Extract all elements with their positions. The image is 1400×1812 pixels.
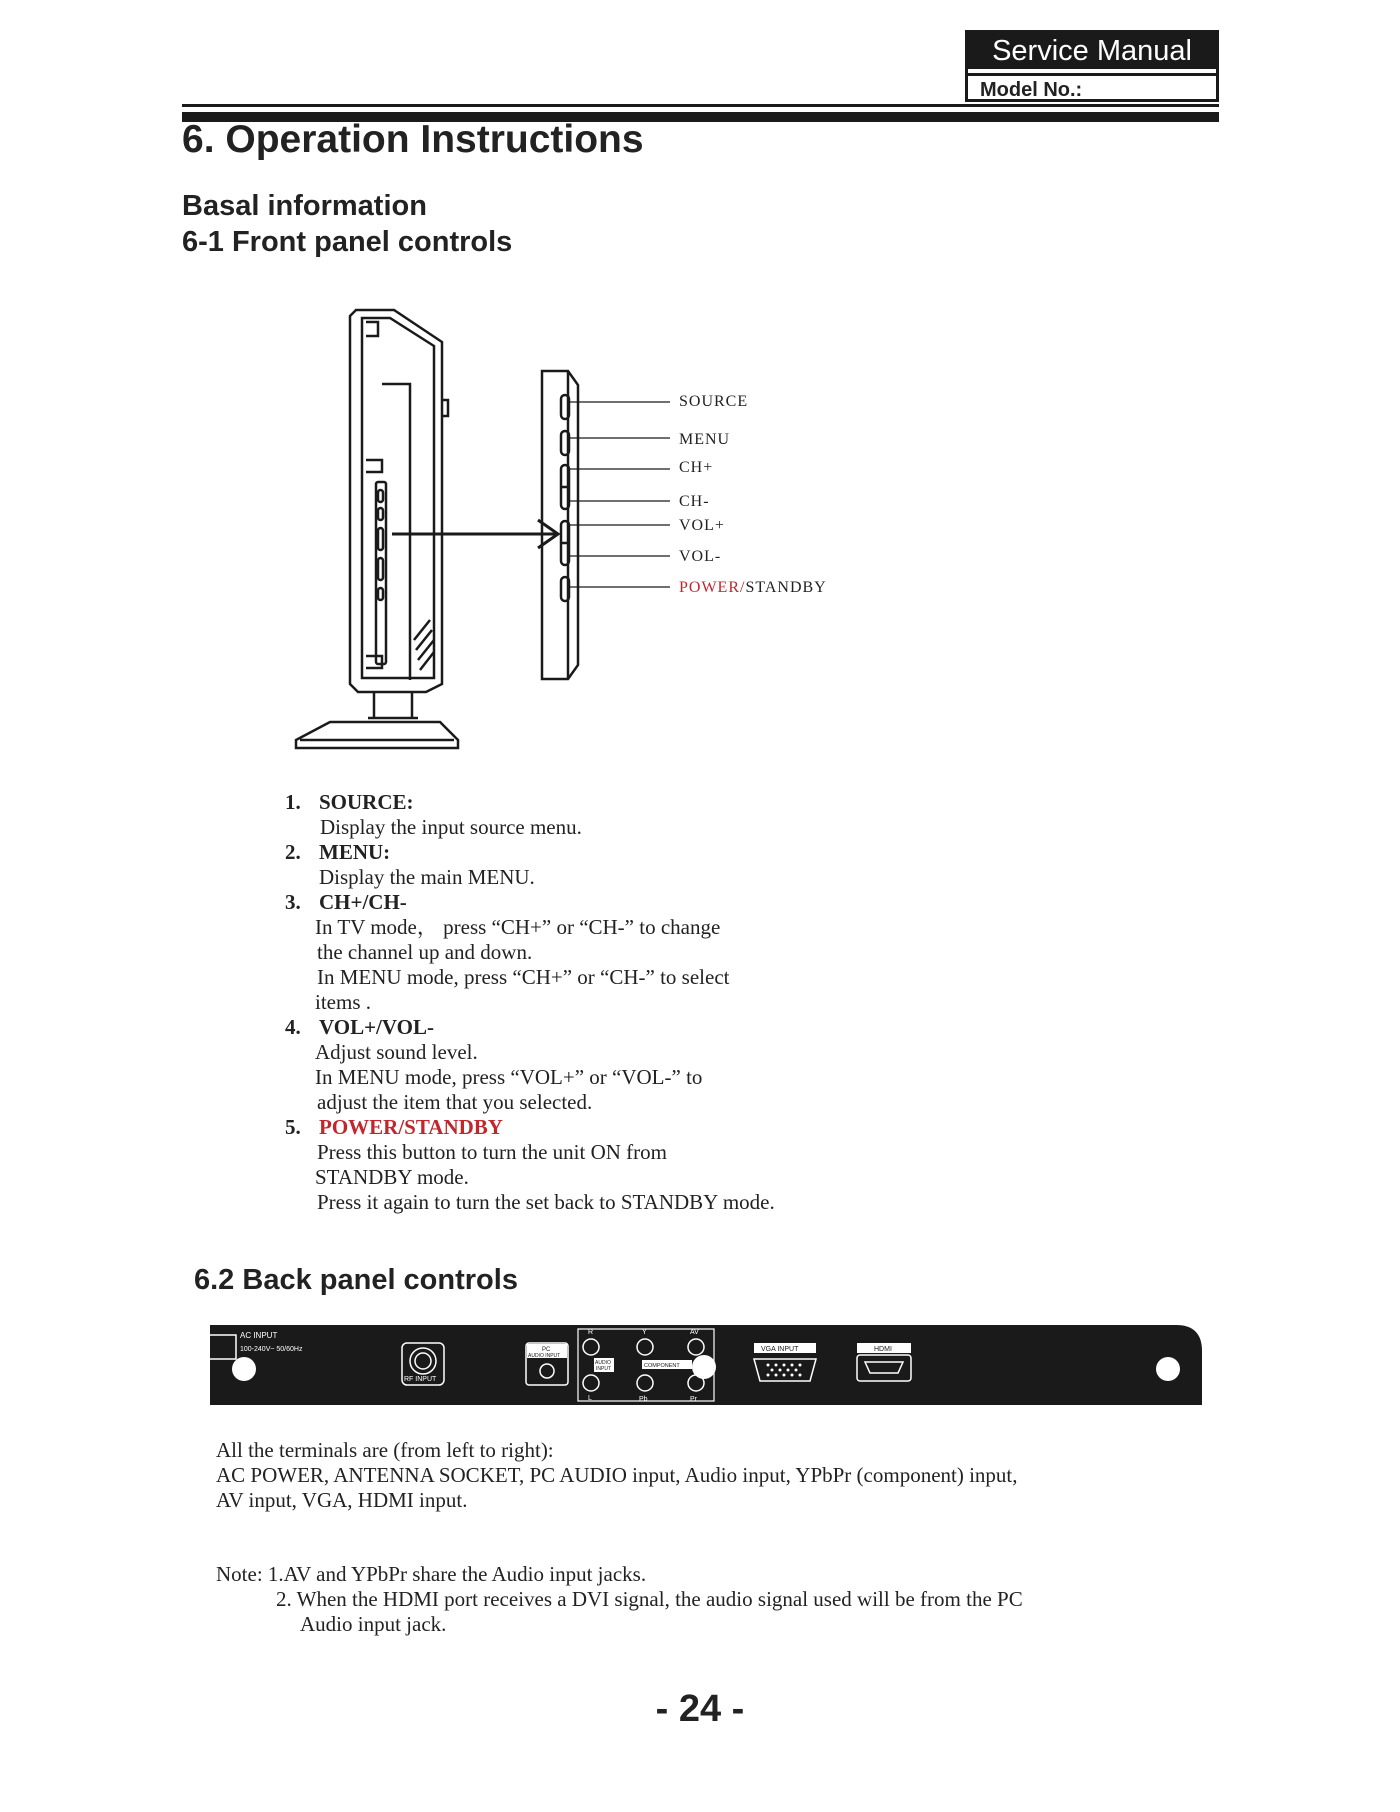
controls-list (285, 790, 985, 1215)
front-label-power: POWER/ (679, 579, 746, 596)
button-strip-illustration (530, 365, 680, 685)
av-label: AV (690, 1329, 699, 1336)
header-rule-thin (182, 104, 1219, 107)
ac-input-label: AC INPUT (240, 1331, 278, 1340)
audio-input-label: INPUT (596, 1366, 611, 1372)
note-line: Audio input jack. (300, 1612, 447, 1636)
control-item-vol (285, 1015, 985, 1040)
control-title: VOL+/VOL- (319, 1015, 434, 1039)
ac-power-socket (232, 1357, 256, 1381)
terminals-description (216, 1438, 1216, 1513)
control-item-menu (285, 840, 985, 865)
component-pr-label: Pr (690, 1396, 697, 1403)
control-desc: items . (315, 990, 371, 1014)
note-line: Note: 1.AV and YPbPr share the Audio input jacks. (216, 1562, 647, 1586)
header-title: Service Manual (968, 33, 1216, 69)
back-panel-illustration (210, 1325, 1202, 1405)
control-desc: Press this button to turn the unit ON from (317, 1140, 667, 1164)
section-back-title: 6.2 Back panel controls (194, 1264, 518, 1296)
control-desc: In TV mode， press “CH+” or “CH-” to change (315, 915, 721, 939)
section-front-title: 6-1 Front panel controls (182, 226, 513, 258)
front-label-ch-plus: CH+ (679, 459, 714, 476)
control-item-ch (285, 890, 985, 915)
front-label-menu: MENU (679, 431, 731, 448)
component-pb-label: Pb (639, 1396, 648, 1403)
control-title: MENU: (319, 840, 391, 864)
page-number: - 24 - (655, 1688, 745, 1730)
audio-label: AUDIO (595, 1360, 611, 1366)
front-label-source: SOURCE (679, 393, 749, 410)
rf-input-label: RF INPUT (404, 1376, 437, 1383)
control-desc: Press it again to turn the set back to STANDBY mode. (317, 1190, 775, 1214)
voltage-label: 100-240V~ 50/60Hz (240, 1346, 303, 1353)
page-title: 6. Operation Instructions (182, 118, 644, 161)
screw-hole (1156, 1357, 1180, 1381)
audio-l-label: L (588, 1395, 592, 1402)
control-desc: STANDBY mode. (315, 1165, 469, 1189)
control-number: 1. (285, 790, 301, 814)
control-title: SOURCE: (319, 790, 414, 814)
control-desc: adjust the item that you selected. (317, 1090, 593, 1114)
vga-label: VGA INPUT (761, 1346, 799, 1353)
terminals-line: AV input, VGA, HDMI input. (216, 1488, 468, 1512)
control-title: POWER/STANDBY (319, 1115, 503, 1139)
control-item-source (285, 790, 985, 815)
control-title: CH+/CH- (319, 890, 407, 914)
front-label-vol-plus: VOL+ (679, 517, 725, 534)
control-desc: Adjust sound level. (315, 1040, 478, 1064)
control-desc: Display the main MENU. (319, 865, 535, 889)
component-label: COMPONENT (644, 1363, 680, 1369)
component-y-label: Y (642, 1329, 647, 1336)
subheading: Basal information (182, 190, 427, 222)
service-manual-header (965, 30, 1219, 102)
control-desc: Display the input source menu. (320, 815, 582, 839)
control-desc: the channel up and down. (317, 940, 533, 964)
control-desc: In MENU mode, press “CH+” or “CH-” to select (317, 965, 730, 989)
front-label-vol-minus: VOL- (679, 548, 722, 565)
model-number-label: Model No.: (968, 73, 1216, 99)
control-number: 2. (285, 840, 301, 864)
hdmi-label: HDMI (874, 1346, 892, 1353)
note-line: 2. When the HDMI port receives a DVI signal, the audio signal used will be from the PC (276, 1587, 1023, 1611)
front-label-standby: STANDBY (745, 579, 827, 596)
front-label-power-standby (679, 579, 827, 597)
control-number: 3. (285, 890, 301, 914)
audio-r-label: R (588, 1329, 594, 1336)
pc-audio-label: AUDIO INPUT (528, 1353, 561, 1359)
pc-label: PC (542, 1347, 551, 1353)
control-number: 4. (285, 1015, 301, 1039)
terminals-line: All the terminals are (from left to right): (216, 1438, 554, 1462)
control-desc: In MENU mode, press “VOL+” or “VOL-” to (315, 1065, 703, 1089)
control-number: 5. (285, 1115, 301, 1139)
notes (216, 1562, 1216, 1637)
front-label-ch-minus: CH- (679, 493, 710, 510)
control-item-power (285, 1115, 985, 1140)
terminals-line: AC POWER, ANTENNA SOCKET, PC AUDIO input, Audio input, YPbPr (component) input, (216, 1463, 1018, 1487)
